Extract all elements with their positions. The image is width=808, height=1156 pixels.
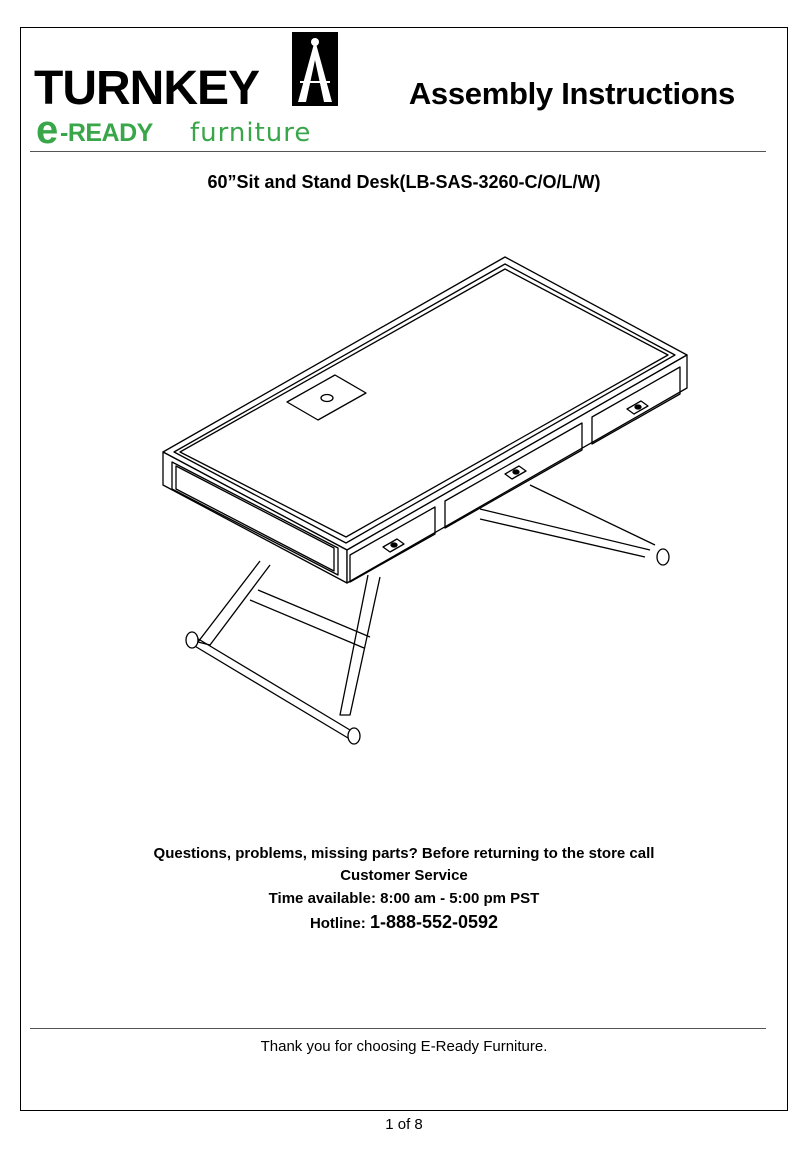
- hotline: [0, 912, 808, 933]
- sub-brand-furniture: furniture: [190, 118, 312, 148]
- sub-brand-e: e: [36, 108, 59, 150]
- contact-line-1: Questions, problems, missing parts? Before returning to the store call: [153, 845, 655, 862]
- desk-illustration: [150, 245, 710, 755]
- thank-you-note: Thank you for choosing E-Ready Furniture.: [260, 1038, 548, 1055]
- header-title: Assembly Instructions: [408, 76, 735, 111]
- contact-line-2: Customer Service: [340, 867, 468, 884]
- sub-brand-ready: -READY: [60, 119, 153, 147]
- compass-icon: [292, 32, 338, 106]
- contact-hours: Time available: 8:00 am - 5:00 pm PST: [268, 890, 540, 907]
- brand-wordmark: TURNKEY: [34, 62, 260, 115]
- hotline-number: 1-888-552-0592: [369, 912, 499, 932]
- hotline-label: Hotline:: [309, 915, 370, 932]
- footer-divider: [30, 1028, 766, 1029]
- header-divider: [30, 151, 766, 152]
- page-number: 1 of 8: [385, 1116, 423, 1133]
- turnkey-logo: [30, 30, 350, 150]
- document-title: 60”Sit and Stand Desk(LB-SAS-3260-C/O/L/W): [207, 172, 601, 192]
